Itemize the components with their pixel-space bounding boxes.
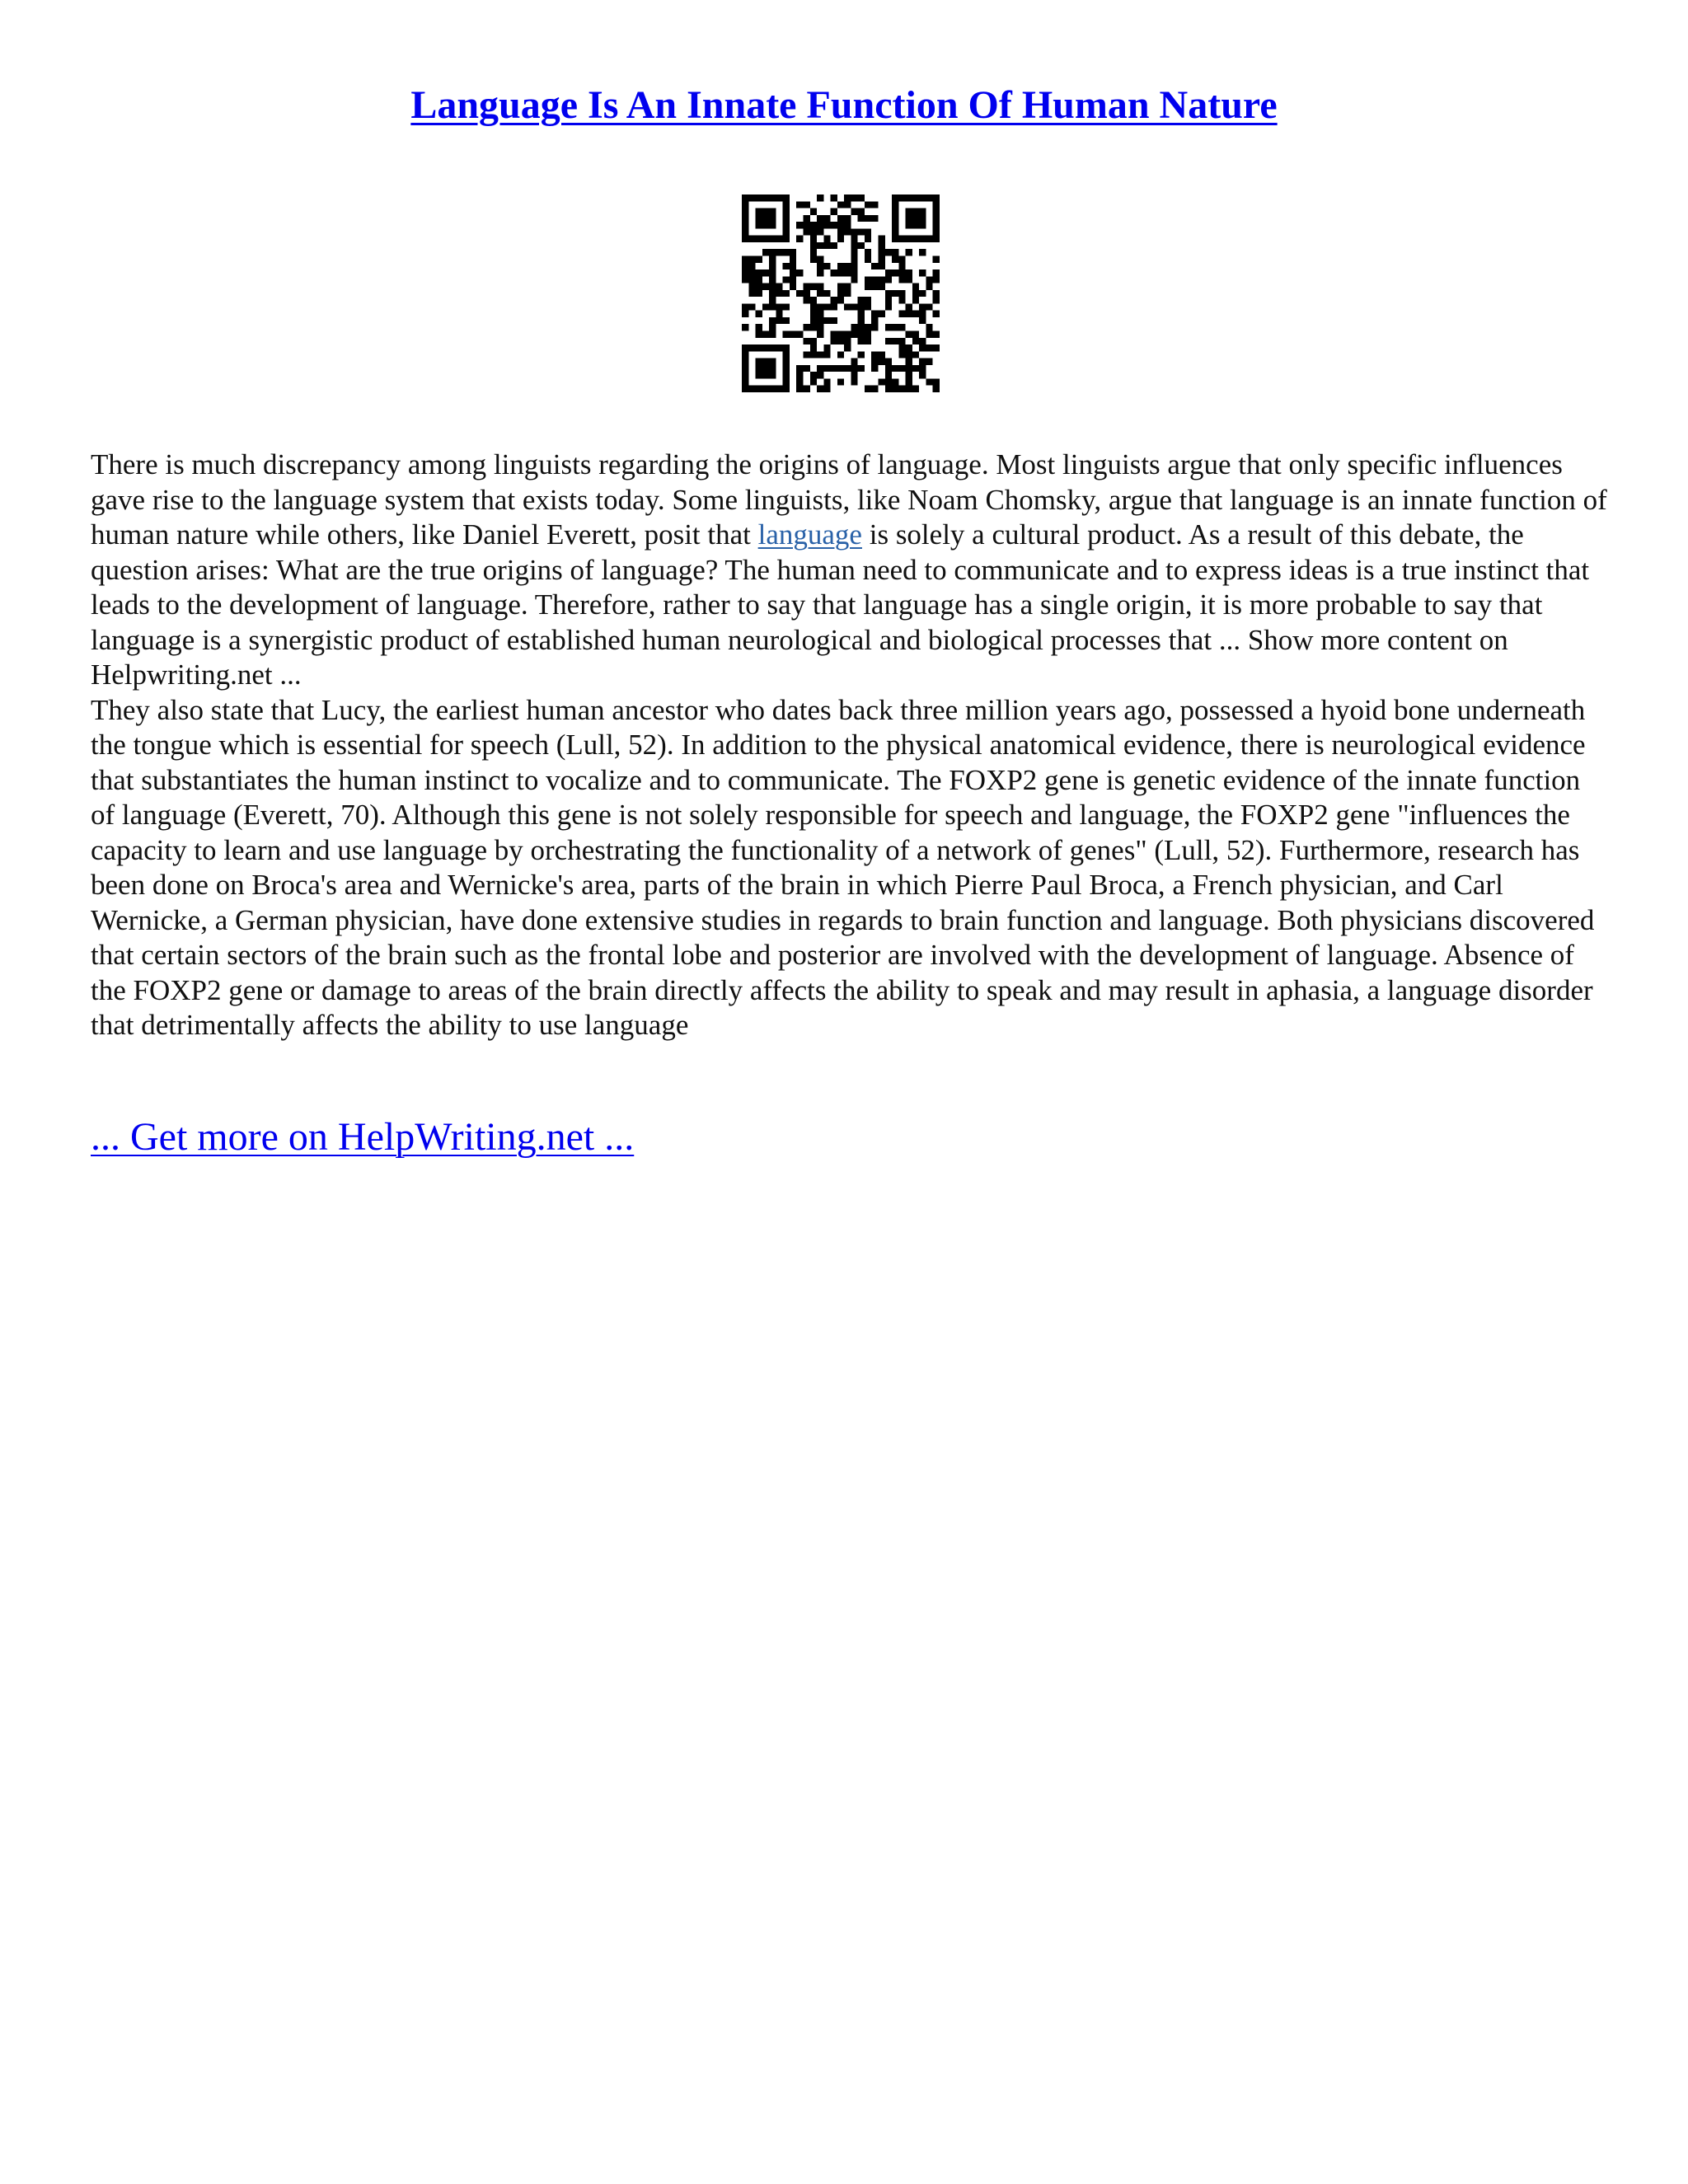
inline-language-link[interactable]: language [757, 518, 862, 551]
page-title-link[interactable]: Language Is An Innate Function Of Human Nature [410, 83, 1278, 127]
title-container [0, 82, 1688, 128]
paragraph-1-after-link: is solely a cultural product. As a result of this debate, the question arises: What are the true origins of language? The human need to communicate and to express ideas is a true instinct that leads to the development of language. Therefore, rather to say that language has a single origin, it is more probable to say that language is a synergistic product of established human neurological and biological processes that ... Show more content on Helpwriting.net ... [91, 518, 1590, 691]
paragraph-1 [91, 448, 1607, 693]
qr-code-icon [742, 194, 940, 392]
paragraph-2: They also state that Lucy, the earliest human ancestor who dates back three million years ago, possessed a hyoid bone underneath the tongue which is essential for speech (Lull, 52). In addition to the physical anatomical evidence, there is neurological evidence that substantiates the human instinct to vocalize and to communicate. The FOXP2 gene is genetic evidence of the innate function of language (Everett, 70). Although this gene is not solely responsible for speech and language, the FOXP2 gene "influences the capacity to learn and use language by orchestrating the functionality of a network of genes" (Lull, 52). Furthermore, research has been done on Broca's area and Wernicke's area, parts of the brain in which Pierre Paul Broca, a French physician, and Carl Wernicke, a German physician, have done extensive studies in regards to brain function and language. Both physicians discovered that certain sectors of the brain such as the frontal lobe and posterior are involved with the development of language. Absence of the FOXP2 gene or damage to areas of the brain directly affects the ability to speak and may result in aphasia, a language disorder that detrimentally affects the ability to use language [91, 693, 1595, 1041]
get-more-link[interactable]: ... Get more on HelpWriting.net ... [91, 1115, 635, 1159]
article-body [91, 448, 1607, 1043]
paragraph-1-before-link: There is much discrepancy among linguists regarding the origins of language. Most linguists argue that only specific influences gave rise to the language system that exists today. Some linguists, like Noam Chomsky, argue that language is an innate function of human nature while others, like Daniel Everett, posit that [91, 448, 1607, 551]
